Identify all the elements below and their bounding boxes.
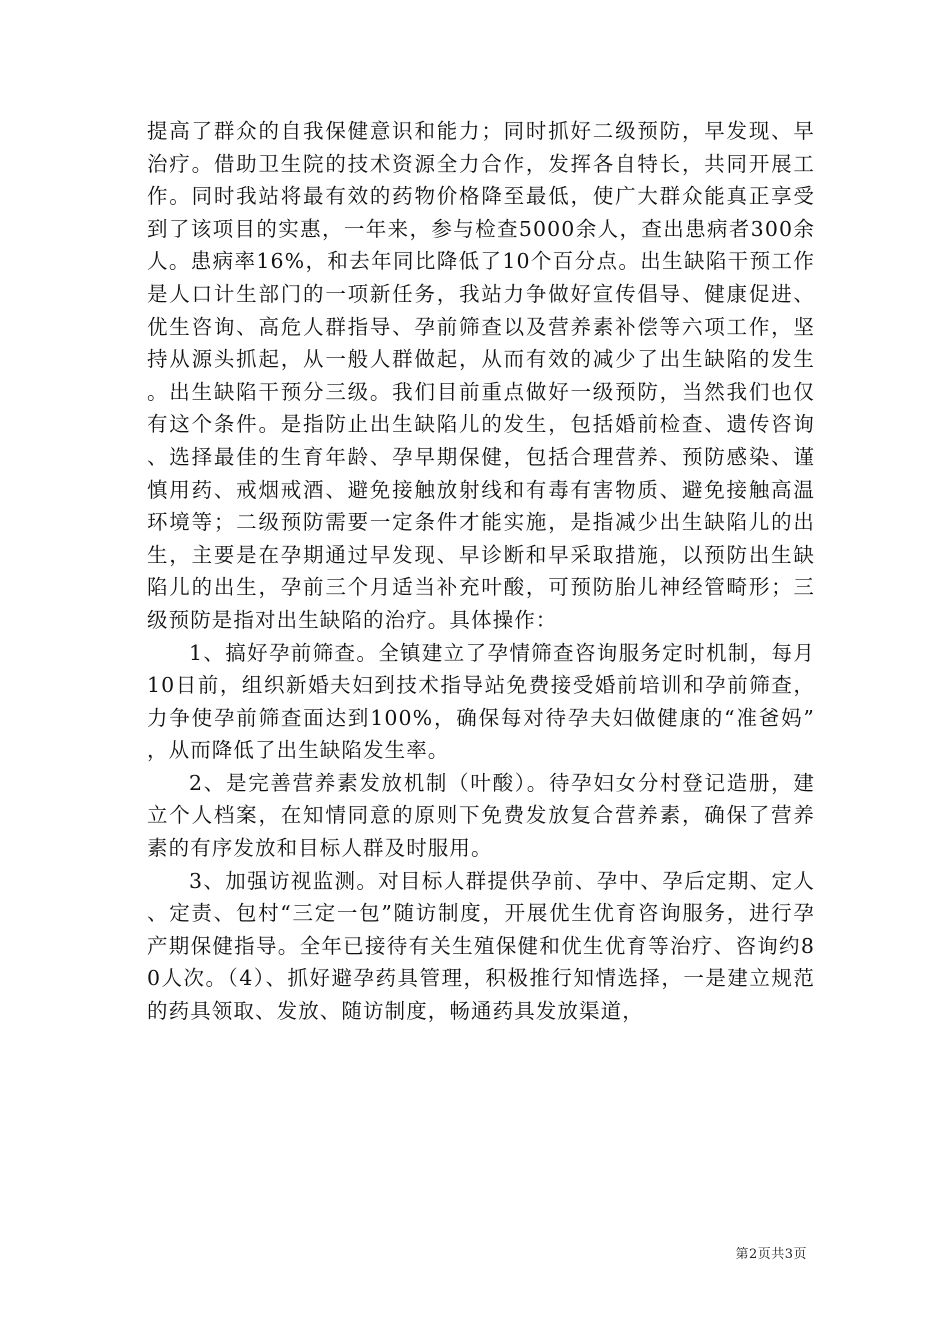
document-body bbox=[147, 115, 815, 1028]
page-number-footer: 第2页共3页 bbox=[735, 1247, 807, 1262]
paragraph-intro: 提高了群众的自我保健意识和能力；同时抓好二级预防，早发现、早治疗。借助卫生院的技术资源全力合作，发挥各自特长，共同开展工作。同时我站将最有效的药物价格降至最低，使广大群众能真正享受到了该项目的实惠，一年来，参与检查5000余人，查出患病者300余人。患病率16%，和去年同比降低了10个百分点。出生缺陷干预工作是人口计生部门的一项新任务，我站力争做好宣传倡导、健康促进、优生咨询、高危人群指导、孕前筛查以及营养素补偿等六项工作，坚持从源头抓起，从一般人群做起，从而有效的减少了出生缺陷的发生。出生缺陷干预分三级。我们目前重点做好一级预防，当然我们也仅有这个条件。是指防止出生缺陷儿的发生，包括婚前检查、遗传咨询、选择最佳的生育年龄、孕早期保健，包括合理营养、预防感染、谨慎用药、戒烟戒酒、避免接触放射线和有毒有害物质、避免接触高温环境等；二级预防需要一定条件才能实施，是指减少出生缺陷儿的出生，主要是在孕期通过早发现、早诊断和早采取措施，以预防出生缺陷儿的出生，孕前三个月适当补充叶酸，可预防胎儿神经管畸形；三级预防是指对出生缺陷的治疗。具体操作： bbox=[147, 119, 815, 632]
paragraph-item-1: 1、搞好孕前筛查。全镇建立了孕情筛查咨询服务定时机制，每月10日前，组织新婚夫妇到技术指导站免费接受婚前培训和孕前筛查，力争使孕前筛查面达到100%，确保每对待孕夫妇做健康的“准爸妈”，从而降低了出生缺陷发生率。 bbox=[147, 640, 815, 763]
paragraph-item-3: 3、加强访视监测。对目标人群提供孕前、孕中、孕后定期、定人、定责、包村“三定一包”随访制度，开展优生优育咨询服务，进行孕产期保健指导。全年已接待有关生殖保健和优生优育等治疗、咨询约80人次。（4）、抓好避孕药具管理，积极推行知情选择，一是建立规范的药具领取、发放、随访制度，畅通药具发放渠道， bbox=[147, 868, 815, 1024]
paragraph-item-2: 2、是完善营养素发放机制（叶酸）。待孕妇女分村登记造册，建立个人档案，在知情同意的原则下免费发放复合营养素，确保了营养素的有序发放和目标人群及时服用。 bbox=[147, 770, 815, 861]
